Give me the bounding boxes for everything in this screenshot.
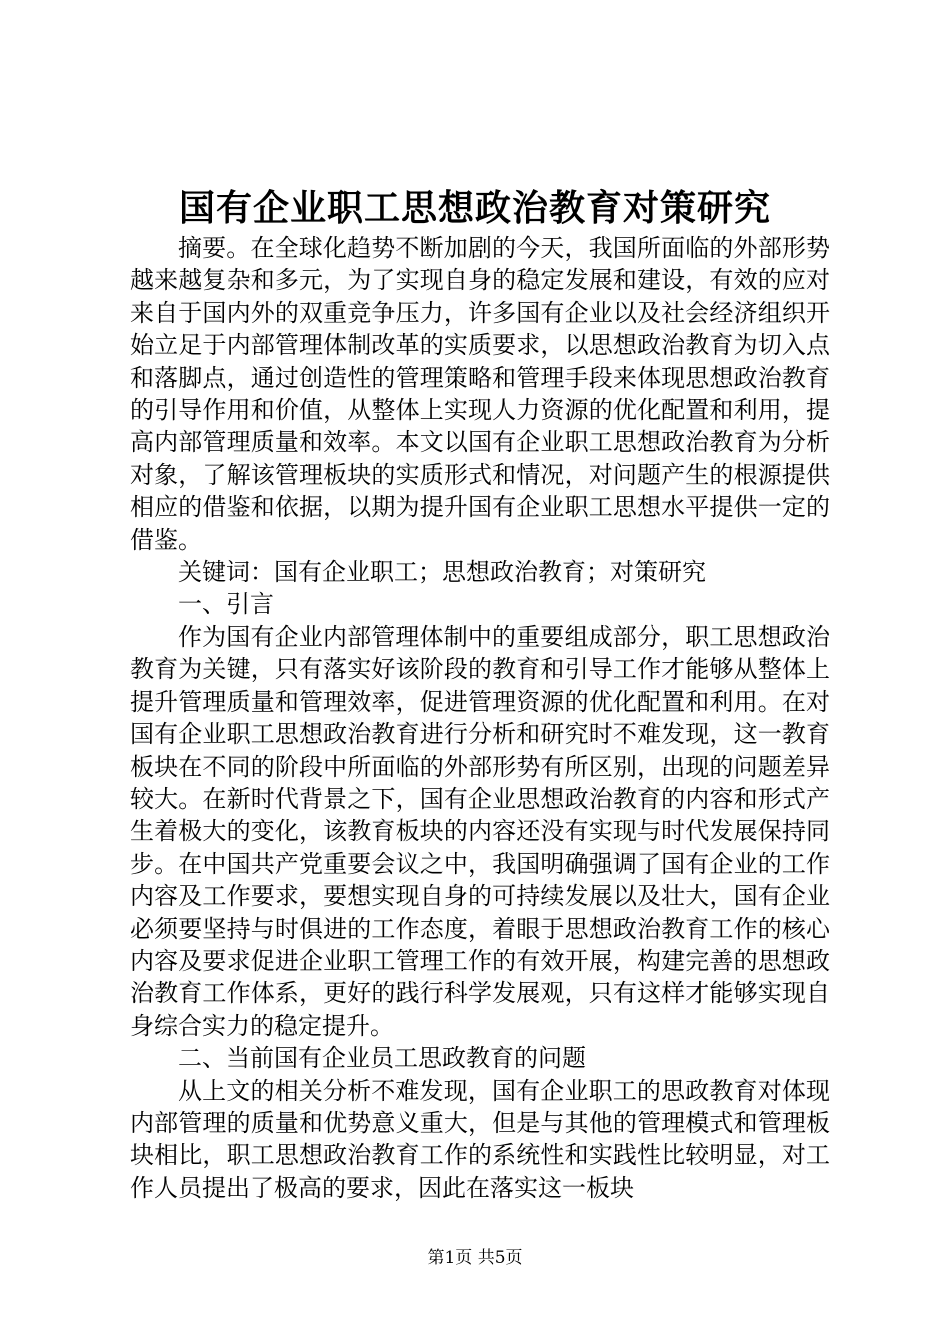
document-body: [130, 232, 830, 1204]
document-title: 国有企业职工思想政治教育对策研究: [178, 187, 771, 229]
section-heading-introduction: 一、引言: [178, 590, 274, 619]
section-heading-problems: 二、当前国有企业员工思政教育的问题: [178, 1044, 586, 1073]
page-number-footer: 第1页 共5页: [427, 1248, 523, 1268]
problems-paragraph: 从上文的相关分析不难发现，国有企业职工的思政教育对体现内部管理的质量和优势意义重大，但是与其他的管理模式和管理板块相比，职工思想政治教育工作的系统性和实践性比较明显，对工作人员提出了极高的要求，因此在落实这一板块: [130, 1076, 830, 1202]
introduction-paragraph: 作为国有企业内部管理体制中的重要组成部分，职工思想政治教育为关键，只有落实好该阶段的教育和引导工作才能够从整体上提升管理质量和管理效率，促进管理资源的优化配置和利用。在对国有企业职工思想政治教育进行分析和研究时不难发现，这一教育板块在不同的阶段中所面临的外部形势有所区别，出现的问题差异较大。在新时代背景之下，国有企业思想政治教育的内容和形式产生着极大的变化，该教育板块的内容还没有实现与时代发展保持同步。在中国共产党重要会议之中，我国明确强调了国有企业的工作内容及工作要求，要想实现自身的可持续发展以及壮大，国有企业必须要坚持与时俱进的工作态度，着眼于思想政治教育工作的核心内容及要求促进企业职工管理工作的有效开展，构建完善的思想政治教育工作体系，更好的践行科学发展观，只有这样才能够实现自身综合实力的稳定提升。: [130, 622, 830, 1040]
keywords-line: 关键词：国有企业职工；思想政治教育；对策研究: [178, 558, 706, 587]
abstract-paragraph: 摘要。在全球化趋势不断加剧的今天，我国所面临的外部形势越来越复杂和多元，为了实现自身的稳定发展和建设，有效的应对来自于国内外的双重竞争压力，许多国有企业以及社会经济组织开始立足于内部管理体制改革的实质要求，以思想政治教育为切入点和落脚点，通过创造性的管理策略和管理手段来体现思想政治教育的引导作用和价值，从整体上实现人力资源的优化配置和利用，提高内部管理质量和效率。本文以国有企业职工思想政治教育为分析对象，了解该管理板块的实质形式和情况，对问题产生的根源提供相应的借鉴和依据，以期为提升国有企业职工思想水平提供一定的借鉴。: [130, 234, 830, 554]
